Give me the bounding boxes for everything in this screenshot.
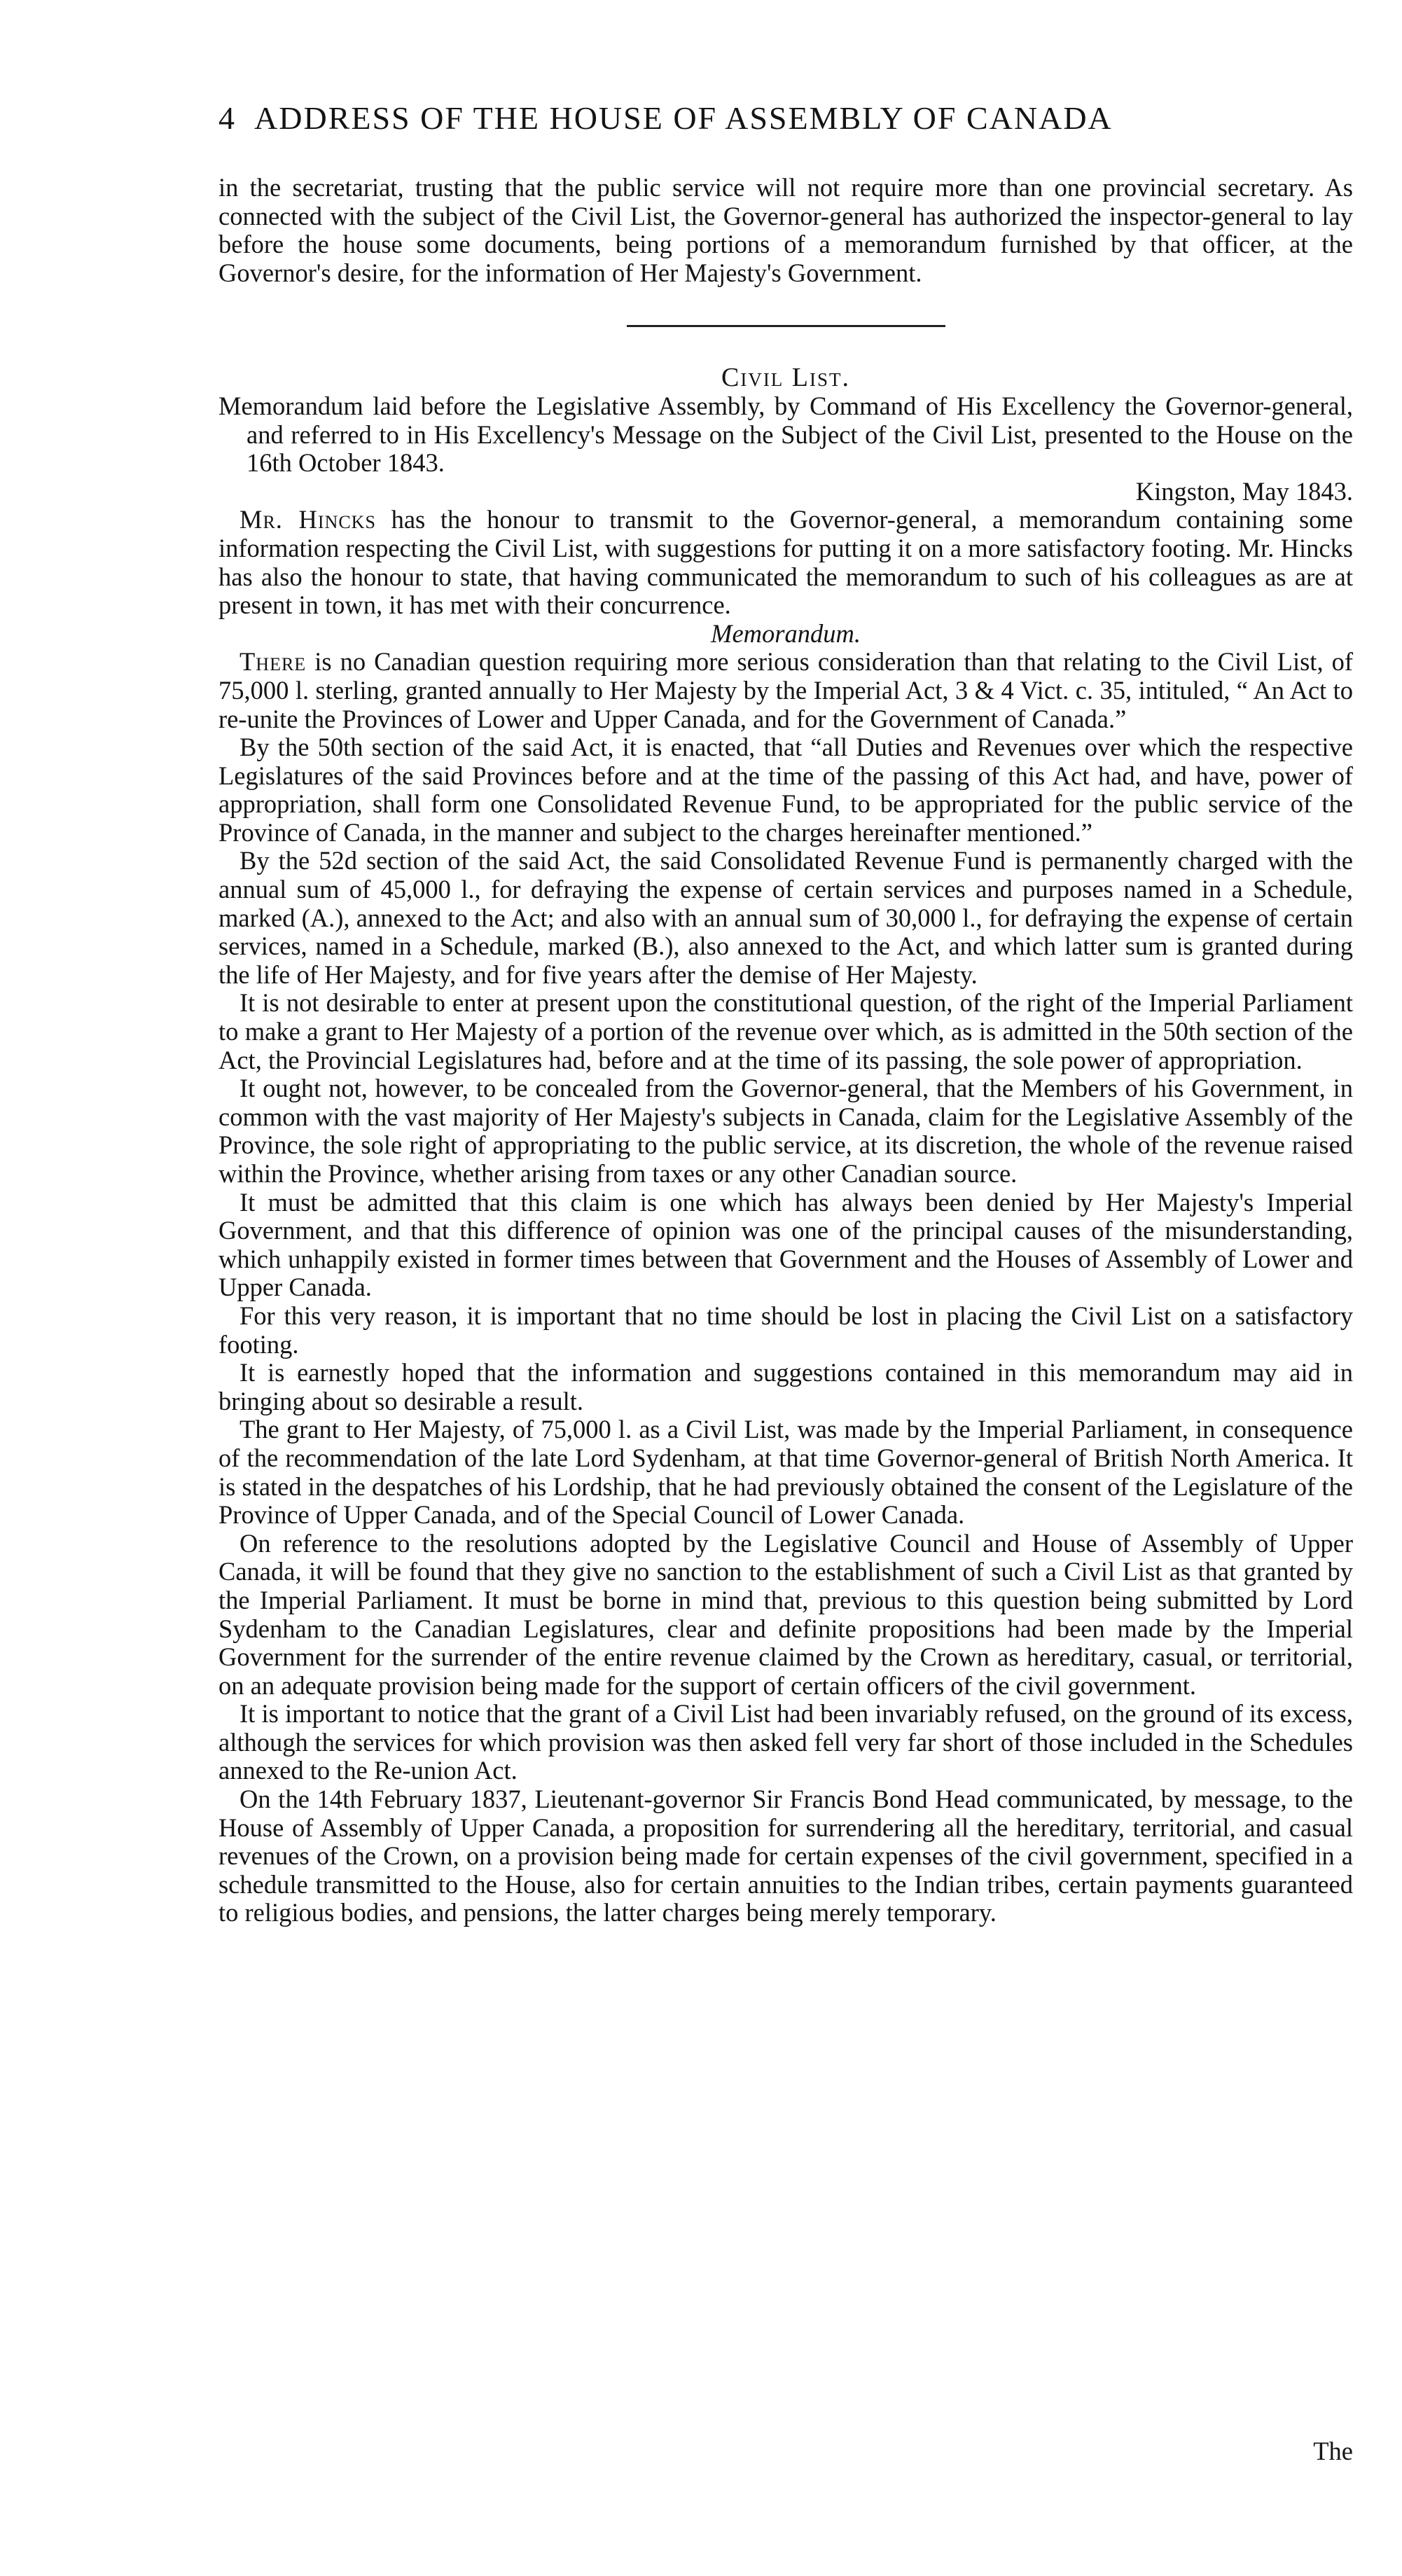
paragraph: For this very reason, it is important that no time should be lost in placing the Civil List on a satisfactory footing. xyxy=(218,1301,1353,1359)
memorandum-first-paragraph xyxy=(218,648,1353,733)
paragraph: It ought not, however, to be concealed from the Governor-general, that the Members of his Government, in common with the vast majority of Her Majesty's subjects in Canada, claim for the Legislative Assembly of the Province, the sole right of appropriating to the public service, at its discretion, the whole of the revenue raised within the Province, whether arising from taxes or any other Canadian source. xyxy=(218,1074,1353,1188)
paragraph: It must be admitted that this claim is one which has always been denied by Her Majesty's Imperial Government, and that this difference of opinion was one of the principal causes of the misunderstanding, which unhappily existed in former times between that Government and the Houses of Assembly of Lower and Upper Canada. xyxy=(218,1187,1353,1302)
running-head xyxy=(218,102,1353,134)
paragraph: By the 52d section of the said Act, the said Consolidated Revenue Fund is permanently charged with the annual sum of 45,000 l., for defraying the expense of certain services and purposes named in a Schedule, marked (A.), annexed to the Act; and also with an annual sum of 30,000 l., for defraying the expense of certain services, named in a Schedule, marked (B.), also annexed to the Act, and which latter sum is granted during the life of Her Majesty, and for five years after the demise of Her Majesty. xyxy=(218,846,1353,989)
section-heading: Civil List. xyxy=(721,363,851,393)
section-divider xyxy=(627,325,945,327)
first-word: There xyxy=(240,647,307,677)
page-number: 4 xyxy=(218,100,236,136)
opening-paragraph: in the secretariat, trusting that the public service will not require more than one provincial secretary. As connected with the subject of the Civil List, the Governor-general has authorized the inspector-general to lay before the house some documents, being portions of a memorandum furnished by that officer, at the Governor's desire, for the information of Her Majesty's Government. xyxy=(218,173,1353,287)
hincks-name: Mr. Hincks xyxy=(240,505,376,534)
paragraph: It is not desirable to enter at present upon the constitutional question, of the right of the Imperial Parliament to make a grant to Her Majesty of a portion of the revenue over which, as is admitted in the 50th section of the Act, the Provincial Legislatures had, before and at the time of its passing, the sole power of appropriation. xyxy=(218,988,1353,1074)
page-body xyxy=(218,174,1353,1927)
paragraph: It is earnestly hoped that the information and suggestions contained in this memorandum may aid in bringing about so desirable a result. xyxy=(218,1358,1353,1415)
hincks-text: has the honour to transmit to the Governor-general, a memorandum containing some information respecting the Civil List, with suggestions for putting it on a more satisfactory footing. Mr. Hincks has also the honour to state, that having communicated the memorandum to such of his colleagues as are at present in town, it has met with their concurrence. xyxy=(218,505,1354,620)
dateline: Kingston, May 1843. xyxy=(1135,476,1353,506)
catchword: The xyxy=(1313,2437,1353,2465)
paragraph: The grant to Her Majesty, of 75,000 l. as a Civil List, was made by the Imperial Parliament, in consequence of the recommendation of the late Lord Sydenham, at that time Governor-general of British North America. It is stated in the despatches of his Lordship, that he had previously obtained the consent of the Legislature of the Province of Upper Canada, and of the Special Council of Lower Canada. xyxy=(218,1415,1353,1530)
hincks-paragraph xyxy=(218,506,1353,619)
first-paragraph-text: is no Canadian question requiring more serious consideration than that relating to the Civil List, of 75,000 l. sterling, granted annually to Her Majesty by the Imperial Act, 3 & 4 Vict. c. 35, intituled, “ An Act to re-unite the Provinces of Lower and Upper Canada, and for the Government of Canada.” xyxy=(218,647,1353,733)
paragraph: It is important to notice that the grant of a Civil List had been invariably refused, on the ground of its excess, although the services for which provision was then asked fell very far short of those included in the Schedules annexed to the Re-union Act. xyxy=(218,1699,1353,1785)
running-head-title: ADDRESS OF THE HOUSE OF ASSEMBLY OF CANADA xyxy=(254,100,1113,136)
paragraph: On the 14th February 1837, Lieutenant-governor Sir Francis Bond Head communicated, by message, to the House of Assembly of Upper Canada, a proposition for surrendering all the hereditary, territorial, and casual revenues of the Crown, on a provision being made for certain expenses of the civil government, specified in a schedule transmitted to the House, also for certain annuities to the Indian tribes, certain payments guaranteed to religious bodies, and pensions, the latter charges being merely temporary. xyxy=(218,1785,1353,1927)
paragraph: By the 50th section of the said Act, it is enacted, that “all Duties and Revenues over which the respective Legislatures of the said Provinces before and at the time of the passing of this Act had, and have, power of appropriation, shall form one Consolidated Revenue Fund, to be appropriated for the public service of the Province of Canada, in the manner and subject to the charges hereinafter mentioned.” xyxy=(218,733,1353,847)
memorandum-intro: Memorandum laid before the Legislative Assembly, by Command of His Excellency the Governor-general, and referred to in His Excellency's Message on the Subject of the Civil List, presented to the House on the 16th October 1843. xyxy=(218,391,1353,478)
paragraph: On reference to the resolutions adopted by the Legislative Council and House of Assembly of Upper Canada, it will be found that they give no sanction to the establishment of such a Civil List as that granted by the Imperial Parliament. It must be borne in mind that, previous to this question being submitted by Lord Sydenham to the Canadian Legislatures, clear and definite propositions had been made by the Imperial Government for the surrender of the entire revenue claimed by the Crown as hereditary, casual, or territorial, on an adequate provision being made for the support of certain officers of the civil government. xyxy=(218,1528,1353,1700)
memorandum-title: Memorandum. xyxy=(711,618,861,648)
